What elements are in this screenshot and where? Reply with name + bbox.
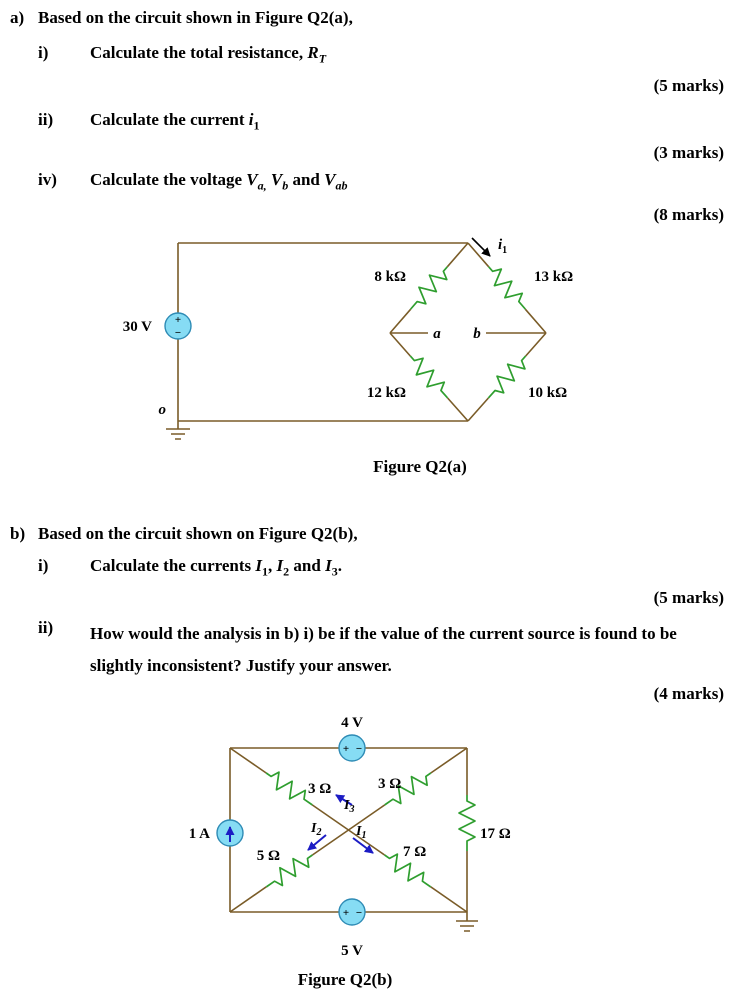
label-I1-sub: 1 bbox=[361, 830, 367, 841]
label-17ohm: 17 Ω bbox=[480, 826, 511, 842]
item-a-iv-text bbox=[90, 170, 348, 193]
item-b-i-number: i) bbox=[38, 556, 49, 575]
label-node-b: b bbox=[473, 326, 481, 342]
var-I2: I bbox=[276, 556, 284, 575]
var-Vb-sub: b bbox=[282, 178, 289, 193]
wire-diag-13k bbox=[468, 243, 546, 333]
item-a-iv bbox=[0, 170, 734, 196]
label-5v: 5 V bbox=[341, 943, 363, 959]
var-I3: I bbox=[325, 556, 332, 575]
label-30v: 30 V bbox=[122, 319, 152, 335]
question-b-heading bbox=[0, 524, 734, 550]
question-b-label: b) bbox=[10, 524, 26, 543]
resistor-17ohm bbox=[459, 795, 475, 851]
resistor-13k bbox=[483, 262, 532, 315]
source-4v-plus: + bbox=[342, 743, 350, 755]
var-i1: i bbox=[248, 110, 254, 129]
label-13k: 13 kΩ bbox=[534, 269, 574, 285]
item-a-i-number: i) bbox=[38, 43, 49, 62]
question-a-heading bbox=[0, 8, 734, 34]
label-7ohm: 7 Ω bbox=[403, 844, 427, 860]
item-a-i bbox=[0, 43, 734, 69]
sep-b1: , bbox=[268, 556, 277, 575]
marks-a-i: (5 marks) bbox=[653, 76, 724, 95]
item-a-iv-number: iv) bbox=[38, 170, 57, 189]
label-i1-sub: 1 bbox=[502, 245, 508, 256]
label-i1 bbox=[498, 237, 507, 256]
label-i1-var: i bbox=[498, 237, 503, 253]
figure-q2b-circuit bbox=[0, 705, 734, 970]
figure-b-caption: Figure Q2(b) bbox=[297, 970, 393, 989]
item-a-i-text bbox=[90, 43, 327, 66]
label-3ohm-right: 3 Ω bbox=[378, 776, 402, 792]
label-I2 bbox=[310, 821, 321, 838]
label-I1 bbox=[355, 824, 366, 841]
sep-b2: and bbox=[289, 556, 326, 575]
var-RT-sub: T bbox=[318, 51, 327, 66]
label-5ohm: 5 Ω bbox=[256, 848, 280, 864]
var-I3-sub: 3 bbox=[331, 564, 338, 579]
var-Vb: V bbox=[270, 170, 283, 189]
item-a-ii-number: ii) bbox=[38, 110, 54, 129]
label-I2-var: I bbox=[311, 821, 317, 836]
source-30v-minus: − bbox=[174, 327, 182, 339]
wires-a bbox=[166, 243, 546, 439]
var-Vab-sub: ab bbox=[335, 178, 348, 193]
item-b-ii bbox=[0, 618, 734, 688]
marks-a-iv: (8 marks) bbox=[653, 205, 724, 224]
item-b-i bbox=[0, 556, 734, 582]
figure-q2a-circuit bbox=[0, 230, 734, 454]
wire-diag-10k bbox=[468, 333, 546, 421]
label-I3 bbox=[343, 798, 354, 815]
var-I2-sub: 2 bbox=[283, 564, 290, 579]
question-b-intro: Based on the circuit shown on Figure Q2(b), bbox=[38, 524, 358, 543]
label-3ohm-left: 3 Ω bbox=[308, 781, 332, 797]
label-1a: 1 A bbox=[188, 826, 210, 842]
label-10k: 10 kΩ bbox=[528, 385, 568, 401]
resistor-10k bbox=[482, 351, 531, 403]
source-5v-plus: + bbox=[342, 907, 350, 919]
item-b-ii-text: How would the analysis in b) i) be if the value of the current source is found to be slightly inconsistent? Justify your answer. bbox=[90, 624, 677, 675]
resistor-8k bbox=[405, 262, 454, 315]
label-I2-sub: 2 bbox=[316, 827, 322, 838]
item-a-ii-text bbox=[90, 110, 260, 133]
resistor-12k bbox=[404, 351, 453, 403]
marks-b-i: (5 marks) bbox=[653, 588, 724, 607]
source-30v-plus: + bbox=[174, 314, 182, 326]
ground-symbol-a bbox=[166, 421, 190, 439]
label-8k: 8 kΩ bbox=[374, 269, 406, 285]
wire-diag-8k bbox=[390, 243, 468, 333]
item-a-i-pre: Calculate the total resistance, bbox=[90, 43, 308, 62]
label-node-a: a bbox=[433, 326, 441, 342]
label-4v: 4 V bbox=[341, 715, 363, 731]
figure-a-caption: Figure Q2(a) bbox=[373, 457, 467, 476]
item-b-ii-number: ii) bbox=[38, 618, 54, 637]
item-b-i-text bbox=[90, 556, 342, 579]
var-Va-sub: a, bbox=[257, 178, 267, 193]
marks-b-ii: (4 marks) bbox=[653, 684, 724, 703]
current-i1-arrow bbox=[472, 238, 490, 256]
var-RT: R bbox=[307, 43, 319, 62]
question-a-label: a) bbox=[10, 8, 25, 27]
source-5v-minus: − bbox=[355, 907, 363, 919]
resistors-b bbox=[262, 766, 475, 893]
var-I1: I bbox=[255, 556, 263, 575]
label-I3-sub: 3 bbox=[349, 804, 355, 815]
item-a-ii bbox=[0, 110, 734, 136]
label-I3-var: I bbox=[344, 798, 350, 813]
marks-a-ii: (3 marks) bbox=[653, 143, 724, 162]
var-i1-sub: 1 bbox=[253, 118, 260, 133]
var-I1-sub: 1 bbox=[262, 564, 269, 579]
label-I1-var: I bbox=[356, 824, 362, 839]
item-b-i-post: . bbox=[337, 556, 342, 575]
label-12k: 12 kΩ bbox=[366, 385, 406, 401]
source-4v-minus: − bbox=[355, 743, 363, 755]
question-a-intro: Based on the circuit shown in Figure Q2(a), bbox=[38, 8, 353, 27]
wire-diag-12k bbox=[390, 333, 468, 421]
item-a-iv-pre: Calculate the voltage bbox=[90, 170, 247, 189]
sep2: and bbox=[288, 170, 325, 189]
ground-symbol-b bbox=[456, 912, 478, 931]
item-b-i-pre: Calculate the currents bbox=[90, 556, 256, 575]
var-Vab: V bbox=[324, 170, 336, 189]
item-a-ii-pre: Calculate the current bbox=[90, 110, 249, 129]
var-Va: V bbox=[246, 170, 258, 189]
label-node-o: o bbox=[158, 402, 166, 418]
